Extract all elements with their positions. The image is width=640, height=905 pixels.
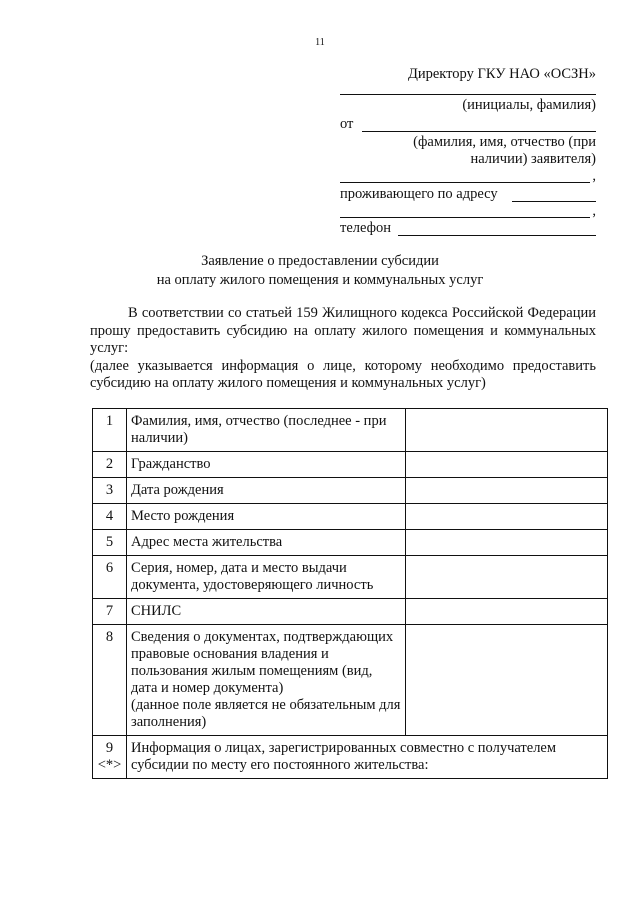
applicant-info-table bbox=[92, 408, 608, 779]
row-9-text: Информация о лицах, зарегистрированных совместно с получателем субсидии по месту его постоянного жительства: bbox=[127, 736, 608, 779]
row-label-note: (данное поле является не обязательным для заполнения) bbox=[131, 697, 401, 730]
table-row bbox=[93, 530, 608, 556]
applicant-hint-line2: наличии) заявителя) bbox=[470, 151, 596, 167]
address-label: проживающего по адресу bbox=[340, 186, 498, 202]
row-number: 4 bbox=[93, 504, 127, 530]
table-row bbox=[93, 599, 608, 625]
row-number: 6 bbox=[93, 556, 127, 599]
initials-hint: (инициалы, фамилия) bbox=[462, 97, 596, 113]
row-number: 1 bbox=[93, 409, 127, 452]
row-number: 7 bbox=[93, 599, 127, 625]
intro-note: (далее указывается информация о лице, которому необходимо предоставить субсидию на оплату жилого помещения и коммунальных услуг) bbox=[90, 357, 596, 391]
row-label bbox=[127, 556, 406, 599]
row-value-field[interactable] bbox=[406, 452, 608, 478]
row-label-text: Фамилия, имя, отчество (последнее - при наличии) bbox=[131, 413, 387, 446]
comma: , bbox=[592, 168, 596, 184]
title-line-1: Заявление о предоставлении субсидии bbox=[201, 253, 439, 269]
address-extra-field[interactable] bbox=[340, 217, 590, 218]
address-row bbox=[340, 186, 596, 204]
phone-row bbox=[340, 220, 596, 238]
row-value-field[interactable] bbox=[406, 556, 608, 599]
row-label-text: СНИЛС bbox=[131, 603, 182, 619]
row-value-field[interactable] bbox=[406, 599, 608, 625]
row-label bbox=[127, 530, 406, 556]
row-value-field[interactable] bbox=[406, 625, 608, 736]
row-label-text: Сведения о документах, подтверждающих правовые основания владения и пользования жилым помещениям (вид, дата и номер документа) bbox=[131, 629, 394, 696]
document-title bbox=[0, 252, 640, 290]
row-number bbox=[93, 736, 127, 779]
page-number: 11 bbox=[315, 37, 325, 48]
intro-paragraph: В соответствии со статьей 159 Жилищного кодекса Российской Федерации прошу предоставить субсидию на оплату жилого помещения и коммунальных услуг: bbox=[90, 305, 596, 356]
row-number-main: 9 bbox=[105, 740, 114, 756]
row-value-field[interactable] bbox=[406, 409, 608, 452]
row-number: 2 bbox=[93, 452, 127, 478]
initials-field[interactable] bbox=[340, 94, 596, 95]
table-row bbox=[93, 452, 608, 478]
row-value-field[interactable] bbox=[406, 530, 608, 556]
table-row bbox=[93, 556, 608, 599]
row-label-text: Гражданство bbox=[131, 456, 211, 472]
row-label-text: Место рождения bbox=[131, 508, 235, 524]
address-field[interactable] bbox=[512, 201, 596, 202]
from-row bbox=[340, 116, 596, 134]
row-value-field[interactable] bbox=[406, 478, 608, 504]
applicant-extra-field[interactable] bbox=[340, 182, 590, 183]
phone-field[interactable] bbox=[398, 235, 596, 236]
row-label-text: Серия, номер, дата и место выдачи документа, удостоверяющего личность bbox=[131, 560, 374, 593]
phone-label: телефон bbox=[340, 220, 392, 236]
row-label bbox=[127, 409, 406, 452]
row-number: 5 bbox=[93, 530, 127, 556]
row-label-text: Дата рождения bbox=[131, 482, 224, 498]
row-number-footnote: <*> bbox=[97, 757, 122, 773]
row-number: 8 bbox=[93, 625, 127, 736]
row-label bbox=[127, 625, 406, 736]
address-extra-row bbox=[340, 203, 596, 221]
table-row bbox=[93, 625, 608, 736]
intro-text bbox=[90, 305, 596, 393]
row-label-text: Адрес места жительства bbox=[131, 534, 283, 550]
row-label bbox=[127, 599, 406, 625]
row-number: 3 bbox=[93, 478, 127, 504]
title-line-2: на оплату жилого помещения и коммунальных услуг bbox=[156, 272, 484, 288]
comma-2: , bbox=[592, 203, 596, 219]
applicant-extra-row bbox=[340, 168, 596, 186]
table-row bbox=[93, 504, 608, 530]
table-row-9 bbox=[93, 736, 608, 779]
from-label: от bbox=[340, 116, 354, 132]
table-row bbox=[93, 409, 608, 452]
applicant-hint-line1: (фамилия, имя, отчество (при bbox=[413, 134, 596, 150]
table-row bbox=[93, 478, 608, 504]
recipient: Директору ГКУ НАО «ОСЗН» bbox=[407, 66, 596, 82]
row-label bbox=[127, 452, 406, 478]
row-value-field[interactable] bbox=[406, 504, 608, 530]
row-label bbox=[127, 478, 406, 504]
row-label bbox=[127, 504, 406, 530]
from-field[interactable] bbox=[362, 131, 596, 132]
